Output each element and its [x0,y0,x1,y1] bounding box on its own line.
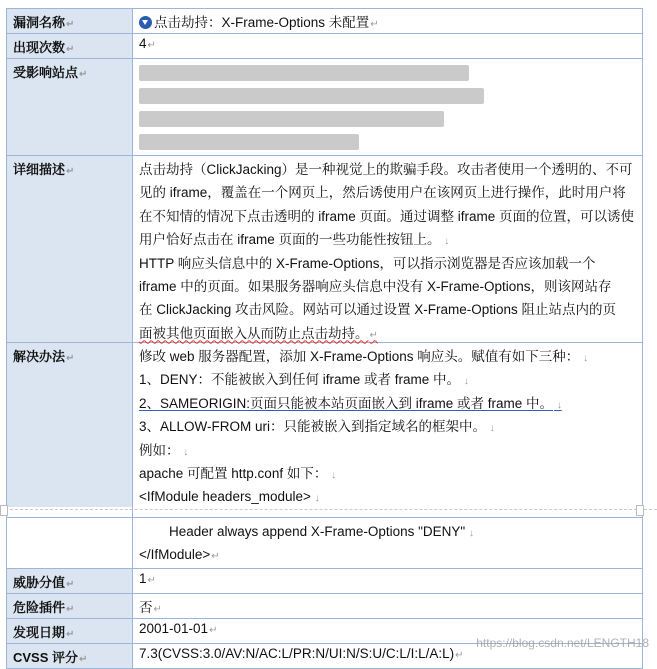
solution-line: 例如： ↓ [139,442,189,458]
vulnerability-table [6,8,643,669]
row-vuln-name [7,8,643,33]
solution-line: apache 可配置 http.conf 如下： ↓ [139,465,337,481]
solution-line: 3、ALLOW-FROM uri：只能被嵌入到指定域名的框架中。 ↓ [139,419,495,435]
value-solution-continued [133,518,643,568]
row-threat-score [7,568,643,593]
row-dangerous-plugin [7,593,643,618]
watermark: https://blog.csdn.net/LENGTH18 [476,636,649,650]
label-solution: 解决办法↵ [7,343,133,507]
row-count [7,33,643,58]
label-discovery-date: 发现日期↵ [7,619,133,643]
label-solution-continued [7,518,133,568]
desc-line: 见的 iframe，覆盖在一个网页上，然后诱使用户在该网页上进行操作，此时用户将 [139,185,626,201]
row-solution [7,342,643,507]
label-count: 出现次数↵ [7,34,133,58]
desc-line: HTTP 响应头信息中的 X-Frame-Options，可以指示浏览器是否应该加载一个 [139,255,596,271]
desc-line: 在不知情的情况下点击透明的 iframe 页面。通过调整 iframe 页面的位置，可以诱使 [139,208,635,224]
value-affected-sites-redacted [133,59,643,155]
value-threat-score: 1↵ [133,569,643,593]
solution-line: Header always append X-Frame-Options "DENY" ↓ [169,524,474,539]
row-description [7,155,643,342]
desc-line: 在 ClickJacking 攻击风险。网站可以通过设置 X-Frame-Options 阻止站点内的页 [139,302,617,318]
value-cvss: 7.3(CVSS:3.0/AV:N/AC:L/PR:N/UI:N/S:U/C:L/I:L/A:L)↵ [133,644,643,668]
solution-line: <IfModule headers_module> ↓ [139,489,320,505]
solution-line: </IfModule>↵ [139,547,220,563]
value-dangerous-plugin: 否↵ [133,594,643,618]
desc-line: iframe 中的页面。如果服务器响应头信息中没有 X-Frame-Options，则该网站存 [139,278,612,294]
row-solution-continued [7,517,643,568]
desc-line: 用户恰好点击在 iframe 页面的一些功能性按钮上。 ↓ [139,232,450,248]
solution-line: 1、DENY：不能被嵌入到任何 iframe 或者 frame 中。 ↓ [139,372,469,388]
label-description: 详细描述↵ [7,156,133,342]
solution-line: 2、SAMEORIGIN:页面只能被本站页面嵌入到 iframe 或者 frame 中。 ↓ [139,395,562,411]
desc-line: 面被其他页面嵌入从而防止点击劫持。↵ [139,325,378,341]
label-affected-sites: 受影响站点↵ [7,59,133,155]
value-discovery-date: 2001-01-01↵ [133,619,643,643]
row-affected-sites [7,58,643,155]
page-break-marker [0,505,657,515]
value-description [133,156,643,342]
desc-line: 点击劫持（ClickJacking）是一种视觉上的欺骗手段。攻击者使用一个透明的、不可 [139,162,633,177]
bullet-down-icon [139,16,152,29]
label-dangerous-plugin: 危险插件↵ [7,594,133,618]
value-vuln-name: 点击劫持：X-Frame-Options 未配置↵ [133,9,643,33]
label-cvss: CVSS 评分↵ [7,644,133,668]
value-solution [133,343,643,507]
label-threat-score: 威胁分值↵ [7,569,133,593]
solution-line: 修改 web 服务器配置，添加 X-Frame-Options 响应头。赋值有如下三种： ↓ [139,349,589,364]
label-vuln-name: 漏洞名称↵ [7,9,133,33]
value-count: 4↵ [133,34,643,58]
